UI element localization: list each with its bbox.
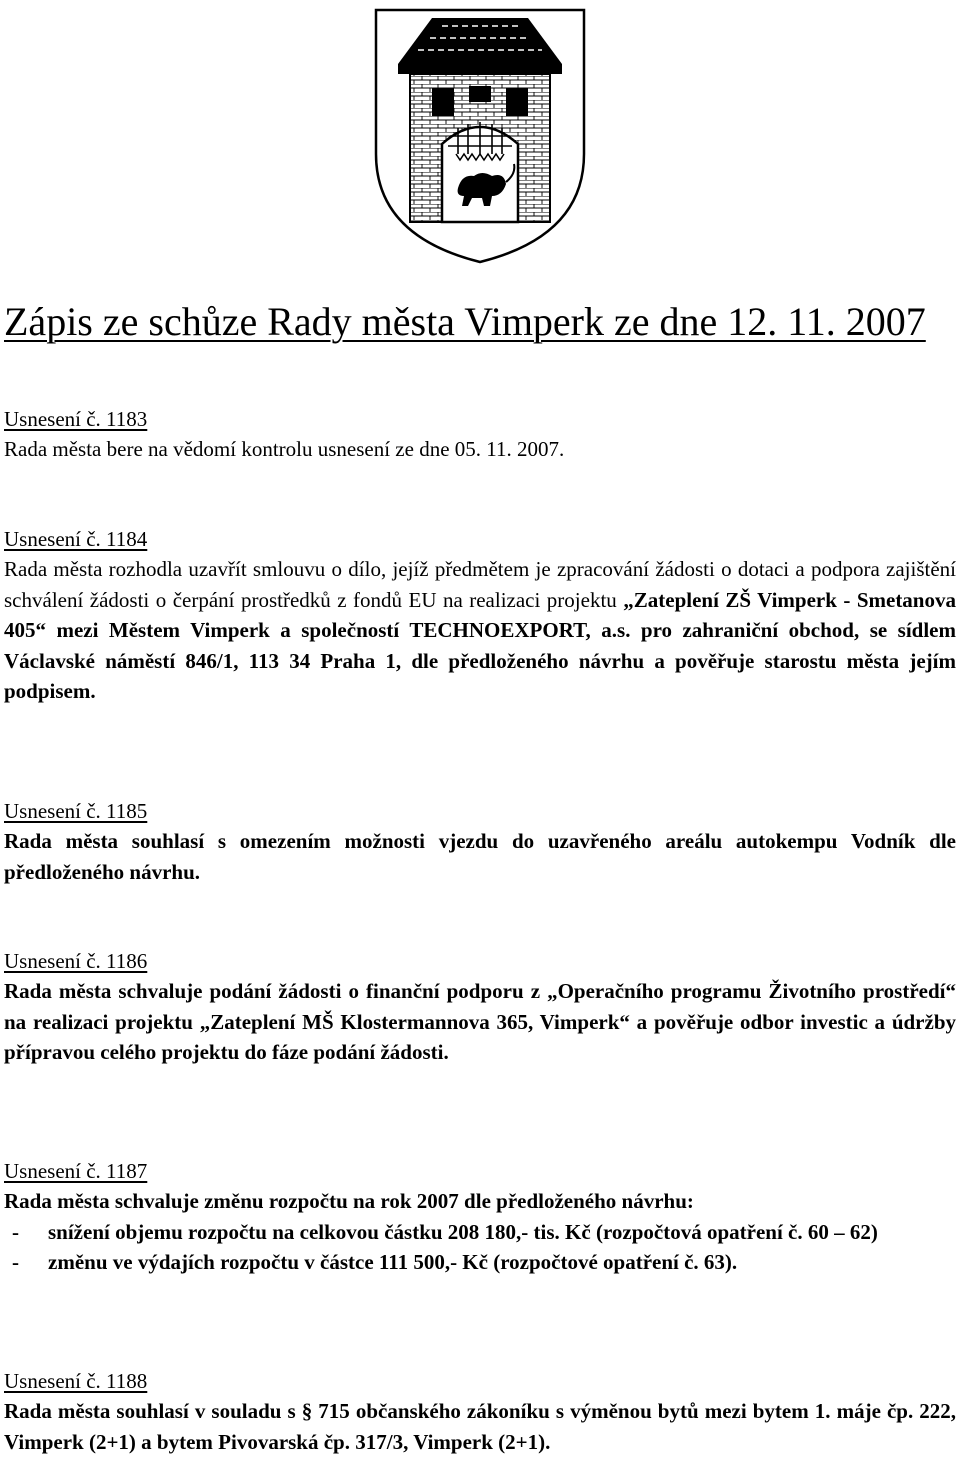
page-title: Zápis ze schůze Rady města Vimperk ze dne 12. 11. 2007 bbox=[4, 299, 926, 344]
vimperk-coat-of-arms-icon bbox=[370, 4, 590, 266]
resolution-heading: Usnesení č. 1187 bbox=[4, 1159, 148, 1183]
resolution-heading: Usnesení č. 1183 bbox=[4, 407, 148, 431]
resolution-1188 bbox=[4, 1366, 956, 1457]
resolution-heading: Usnesení č. 1185 bbox=[4, 799, 148, 823]
list-item bbox=[4, 1247, 956, 1278]
list-item-text: změnu ve výdajích rozpočtu v částce 111 500,- Kč (rozpočtové opatření č. 63). bbox=[48, 1250, 738, 1275]
resolution-heading: Usnesení č. 1188 bbox=[4, 1369, 148, 1393]
resolution-heading: Usnesení č. 1186 bbox=[4, 949, 148, 973]
resolution-heading: Usnesení č. 1184 bbox=[4, 527, 148, 551]
list-dash: - bbox=[12, 1250, 19, 1275]
resolution-text-part1: Rada města rozhodla uzavřít smlouvu o dílo, jejíž předmětem je zpracování žádosti o dotaci a podpora zajištění schválení žádosti o čerpání prostředků z fondů EU na realizaci projektu bbox=[4, 557, 956, 612]
list-dash: - bbox=[12, 1219, 19, 1244]
resolution-text: Rada města bere na vědomí kontrolu usnesení ze dne 05. 11. 2007. bbox=[4, 437, 565, 461]
resolution-1185 bbox=[4, 796, 956, 887]
resolution-text-part2: „Zateplení ZŠ Vimperk - Smetanova 405“ mezi Městem Vimperk a společností TECHNOEXPORT, a.s. pro zahraniční obchod, se sídlem Václavské náměstí 846/1, 113 34 Praha 1, dle předloženého návrhu a pověřuje starostu města jejím podpisem. bbox=[4, 587, 956, 704]
resolution-text: Rada města schvaluje změnu rozpočtu na rok 2007 dle předloženého návrhu: bbox=[4, 1189, 694, 1213]
resolution-text: Rada města souhlasí s omezením možnosti vjezdu do uzavřeného areálu autokempu Vodník dle předloženého návrhu. bbox=[4, 829, 956, 884]
resolution-1184 bbox=[4, 524, 956, 707]
resolution-1183 bbox=[4, 404, 956, 465]
resolution-1187 bbox=[4, 1156, 956, 1278]
resolution-text bbox=[4, 554, 956, 707]
resolution-text: Rada města souhlasí v souladu s § 715 občanského zákoníku s výměnou bytů mezi bytem 1. máje čp. 222, Vimperk (2+1) a bytem Pivovarská čp. 317/3, Vimperk (2+1). bbox=[4, 1399, 956, 1454]
resolution-1186 bbox=[4, 946, 956, 1068]
resolution-text: Rada města schvaluje podání žádosti o finanční podporu z „Operačního programu Životního prostředí“ na realizaci projektu „Zateplení MŠ Klostermannova 365, Vimperk“ a pověřuje odbor investic a údržby přípravou celého projektu do fáze podání žádosti. bbox=[4, 979, 956, 1065]
list-item-text: snížení objemu rozpočtu na celkovou částku 208 180,- tis. Kč (rozpočtová opatření č. 60 – 62) bbox=[48, 1219, 878, 1244]
list-item bbox=[4, 1217, 956, 1248]
budget-change-list bbox=[4, 1217, 956, 1278]
